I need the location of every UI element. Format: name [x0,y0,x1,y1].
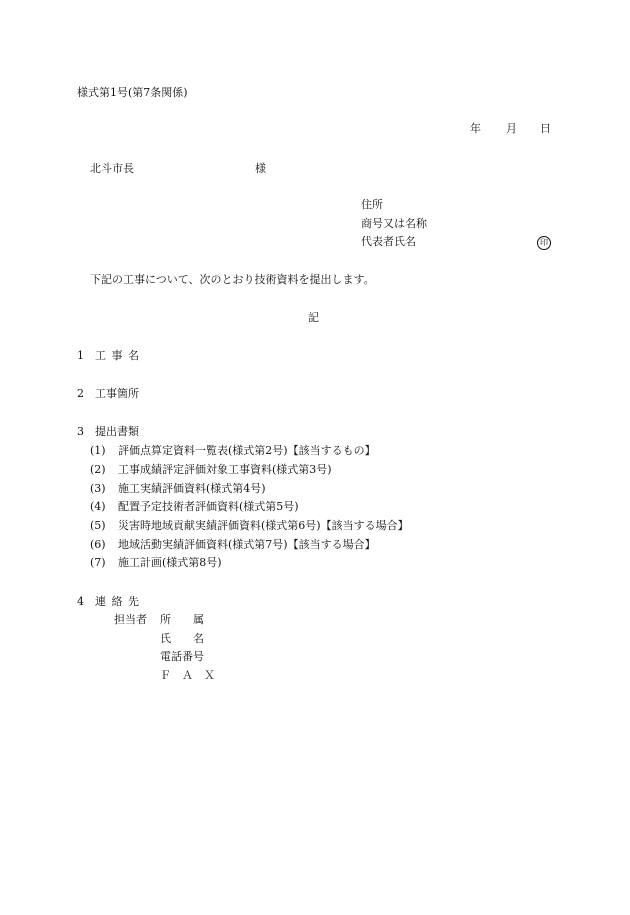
section-number: 4 [77,595,84,608]
contact-phone-label: 電話番号 [160,650,204,663]
item-number: (4) [90,500,106,513]
company-label: 商号又は名称 [361,217,427,230]
item-number: (6) [90,538,106,551]
date-year: 年 [470,122,481,135]
item-text: 工事成績評定評価対象工事資料(様式第3号) [118,463,332,476]
section-label: 工 事 名 [95,349,139,362]
contact-person-label: 担当者 [114,613,147,626]
item-text: 災害時地域貢献実績評価資料(様式第6号)【該当する場合】 [118,519,409,532]
item-number: (5) [90,519,106,532]
section-number: 2 [77,387,84,400]
date-month: 月 [506,122,517,135]
ki-heading: 記 [308,311,319,324]
contact-name-label: 氏 名 [160,632,204,645]
contact-dept-label: 所 属 [160,613,204,626]
seal-icon: 印 [537,236,551,250]
section-label: 連 絡 先 [95,595,139,608]
item-number: (3) [90,482,106,495]
form-title: 様式第1号(第7条関係) [77,86,188,99]
item-number: (2) [90,463,106,476]
item-number: (7) [90,556,106,569]
date-day: 日 [540,122,551,135]
section-label: 提出書類 [95,425,139,438]
addressee-honorific: 様 [255,162,266,175]
section-label: 工事箇所 [95,387,139,400]
item-text: 評価点算定資料一覧表(様式第2号)【該当するもの】 [118,444,376,457]
address-label: 住所 [361,198,383,211]
item-text: 施工実績評価資料(様式第4号) [118,482,266,495]
section-number: 3 [77,425,84,438]
item-number: (1) [90,444,106,457]
representative-label: 代表者氏名 [361,235,416,248]
section-number: 1 [77,349,84,362]
addressee-name: 北斗市長 [90,162,134,175]
item-text: 配置予定技術者評価資料(様式第5号) [118,500,299,513]
item-text: 施工計画(様式第8号) [118,556,222,569]
item-text: 地域活動実績評価資料(様式第7号)【該当する場合】 [118,538,376,551]
contact-fax-label: Ｆ Ａ Ｘ [160,669,215,682]
body-text: 下記の工事について、次のとおり技術資料を提出します。 [90,273,375,286]
